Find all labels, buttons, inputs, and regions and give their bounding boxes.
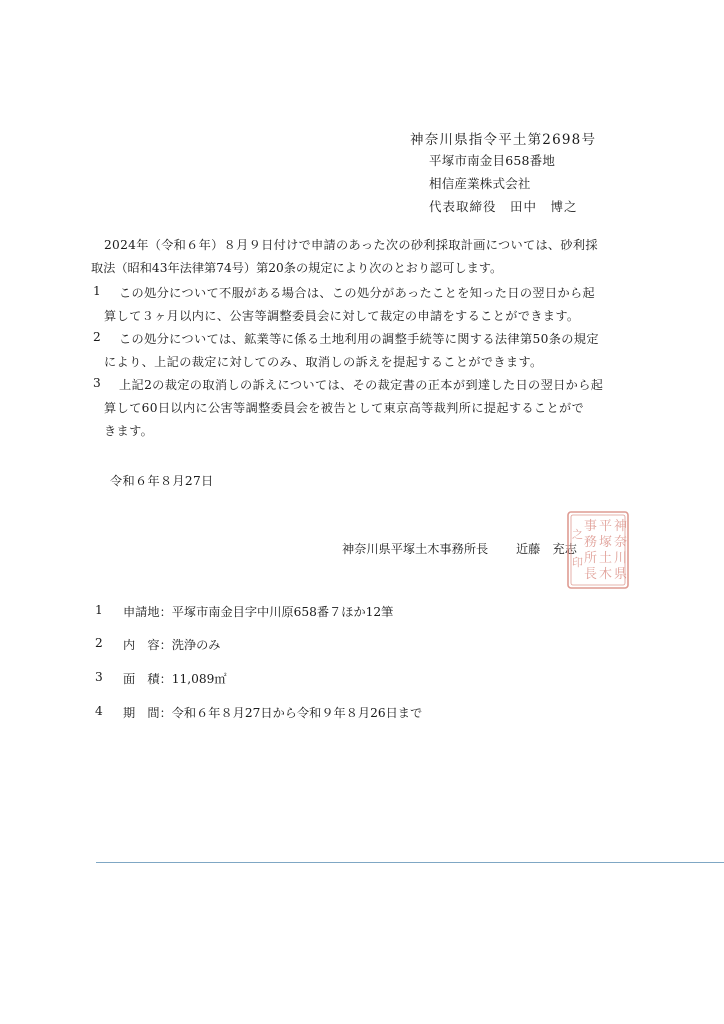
recipient-company: 相信産業株式会社: [429, 176, 531, 191]
detail-separator: ：: [159, 605, 172, 619]
notice-line: 算して60日以内に公害等調整委員会を被告として東京高等裁判所に提起することがで: [104, 401, 585, 415]
notice-line: 算して３ヶ月以内に、公害等調整委員会に対して裁定の申請をすることができます。: [104, 309, 580, 323]
signer-name: 近藤 充志: [516, 542, 577, 556]
svg-text:土: 土: [599, 551, 613, 566]
detail-label: 申請地: [123, 605, 160, 619]
recipient-representative: 代表取締役 田中 博之: [429, 199, 578, 214]
document-number: 神奈川県指令平土第2698号: [410, 132, 597, 148]
notice-number: 1: [93, 284, 101, 298]
notice-line: この処分について不服がある場合は、この処分があったことを知った日の翌日から起: [119, 286, 596, 300]
detail-value: 洗浄のみ: [171, 638, 221, 652]
detail-value: 平塚市南金目字中川原658番７ほか12筆: [171, 605, 394, 619]
detail-number: 1: [95, 603, 103, 617]
notice-line: この処分については、鉱業等に係る土地利用の調整手続等に関する法律第50条の規定: [119, 332, 599, 346]
detail-row-content: [123, 636, 221, 653]
detail-row-area: [123, 670, 227, 687]
detail-number: 3: [95, 670, 103, 684]
notice-line: により、上記の裁定に対してのみ、取消しの訴えを提起することができます。: [104, 355, 543, 369]
svg-text:県: 県: [614, 567, 628, 582]
detail-label: 期 間: [123, 706, 160, 720]
svg-text:塚: 塚: [599, 535, 613, 550]
detail-row-period: [123, 704, 422, 721]
detail-value: 令和６年８月27日から令和９年８月26日まで: [171, 706, 423, 720]
detail-value: 11,089㎡: [171, 672, 227, 686]
horizontal-rule: [96, 862, 724, 863]
notice-line: 上記2の裁定の取消しの訴えについては、その裁定書の正本が到達した日の翌日から起: [119, 378, 604, 392]
notice-line: きます。: [104, 424, 154, 438]
svg-text:所: 所: [584, 551, 598, 566]
detail-label: 内 容: [123, 638, 160, 652]
svg-text:事: 事: [584, 519, 598, 534]
detail-number: 4: [95, 704, 103, 718]
svg-text:木: 木: [599, 567, 613, 582]
detail-label: 面 積: [123, 672, 160, 686]
svg-text:神: 神: [614, 519, 628, 534]
svg-text:平: 平: [599, 519, 613, 534]
svg-text:長: 長: [584, 567, 598, 582]
notice-number: 2: [93, 330, 101, 344]
recipient-address: 平塚市南金目658番地: [429, 153, 556, 168]
detail-number: 2: [95, 636, 103, 650]
intro-line-1: 2024年（令和６年）８月９日付けで申請のあった次の砂利採取計画については、砂利採: [104, 238, 598, 252]
svg-text:川: 川: [614, 551, 628, 566]
svg-text:奈: 奈: [614, 535, 628, 550]
detail-separator: ：: [159, 638, 172, 652]
svg-text:務: 務: [584, 535, 598, 550]
detail-separator: ：: [159, 672, 172, 686]
svg-text:之: 之: [572, 528, 583, 541]
intro-line-2: 取法（昭和43年法律第74号）第20条の規定により次のとおり認可します。: [91, 261, 503, 275]
detail-row-application-site: [123, 603, 393, 620]
issue-date: 令和６年８月27日: [110, 474, 214, 488]
detail-separator: ：: [159, 706, 172, 720]
notice-number: 3: [93, 376, 101, 390]
official-seal-stamp: [566, 510, 630, 590]
signer-title: 神奈川県平塚土木事務所長: [342, 542, 489, 556]
svg-text:印: 印: [572, 556, 583, 569]
